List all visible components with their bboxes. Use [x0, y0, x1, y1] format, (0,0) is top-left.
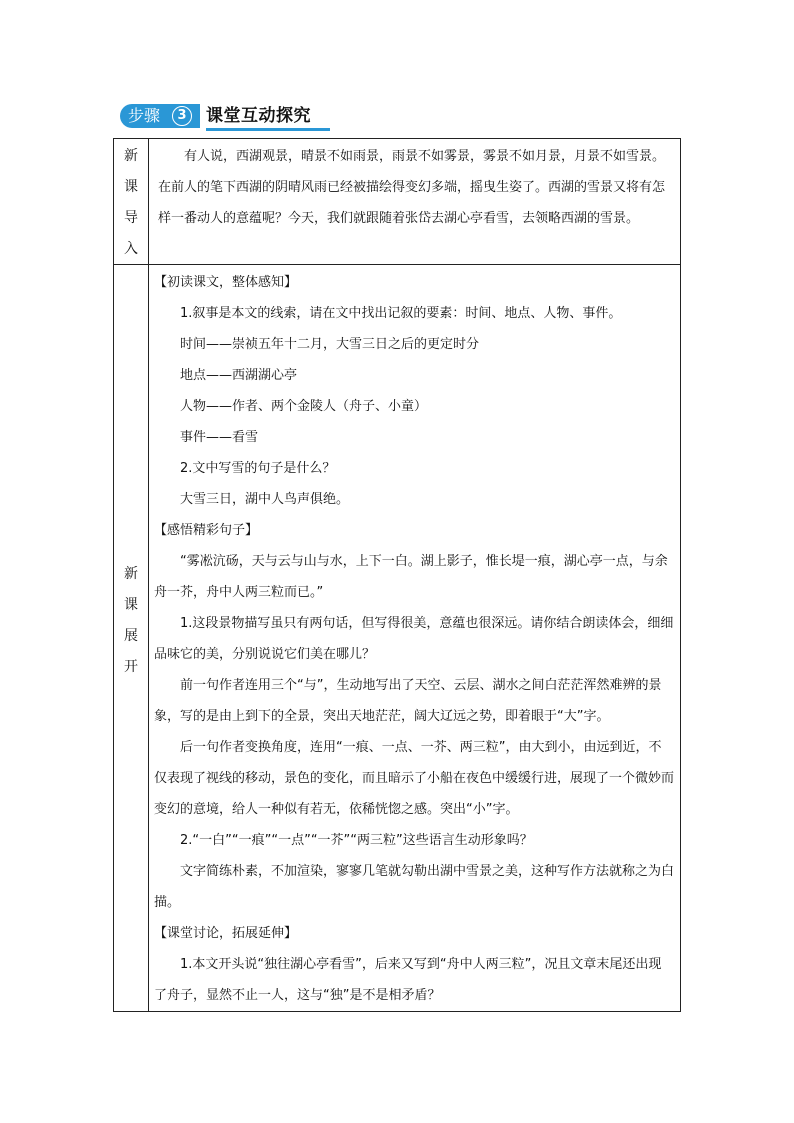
row-divider — [114, 264, 680, 265]
main-label-char: 课 — [124, 597, 138, 613]
body-paragraph: 1.叙事是本文的线索，请在文中找出记叙的要素：时间、地点、人物、事件。 — [180, 306, 622, 321]
intro-content — [158, 141, 672, 234]
intro-label-char: 新 — [124, 148, 138, 164]
body-paragraph: 2.文中写雪的句子是什么？ — [180, 461, 336, 476]
section-heading: 【课堂讨论，拓展延伸】 — [154, 926, 298, 941]
intro-label-char: 导 — [124, 210, 138, 226]
section-heading: 【初读课文，整体感知】 — [154, 275, 298, 290]
body-paragraph: 2.“一白”“一痕”“一点”“一芥”“两三粒”这些语言生动形象吗？ — [180, 833, 533, 848]
main-label-char: 新 — [124, 566, 138, 582]
main-row-label — [114, 559, 148, 683]
step-badge-word: 步骤 — [128, 106, 161, 125]
body-paragraph: 前一句作者连用三个“与”，生动地写出了天空、云层、湖水之间白茫茫浑然难辨的景象，写的是由上到下的全景，突出天地茫茫，阔大辽远之势，即着眼于“大”字。 — [154, 678, 662, 724]
main-label-char: 开 — [124, 659, 138, 675]
intro-label-char: 课 — [124, 179, 138, 195]
body-paragraph: 后一句作者变换角度，连用“一痕、一点、一芥、两三粒”，由大到小，由远到近，不仅表现了视线的移动，景色的变化，而且暗示了小船在夜色中缓缓行进，展现了一个微妙而变幻的意境，给人一种似有若无，依稀恍惚之感。突出“小”字。 — [154, 740, 675, 817]
step-header — [120, 104, 332, 128]
body-paragraph: 地点——西湖湖心亭 — [180, 368, 298, 383]
body-paragraph: “雾凇沆砀，天与云与山与水，上下一白。湖上影子，惟长堤一痕，湖心亭一点，与余舟一芥，舟中人两三粒而已。” — [154, 554, 668, 600]
lesson-table — [113, 138, 681, 1012]
body-paragraph: 文字简练朴素，不加渲染，寥寥几笔就勾勒出湖中雪景之美，这种写作方法就称之为白描。 — [154, 864, 675, 910]
step-badge — [120, 104, 200, 128]
main-label-char: 展 — [124, 628, 138, 644]
intro-row-label — [114, 141, 148, 265]
body-paragraph: 事件——看雪 — [180, 430, 259, 445]
main-content — [154, 267, 674, 1011]
body-paragraph: 人物——作者、两个金陵人（舟子、小童） — [180, 399, 428, 414]
section-title: 课堂互动探究 — [206, 106, 311, 126]
column-divider — [148, 139, 149, 1011]
intro-paragraph: 有人说，西湖观景，晴景不如雨景，雨景不如雾景，雾景不如月景，月景不如雪景。在前人的笔下西湖的阴晴风雨已经被描绘得变幻多端，摇曳生姿了。西湖的雪景又将有怎样一番动人的意蕴呢？今天，我们就跟随着张岱去湖心亭看雪，去领略西湖的雪景。 — [158, 149, 666, 226]
section-heading: 【感悟精彩句子】 — [154, 523, 259, 538]
body-paragraph: 大雪三日，湖中人鸟声俱绝。 — [180, 492, 350, 507]
intro-label-char: 入 — [124, 241, 138, 257]
body-paragraph: 时间——崇祯五年十二月，大雪三日之后的更定时分 — [180, 337, 480, 352]
body-paragraph: 1.本文开头说“独往湖心亭看雪”，后来又写到“舟中人两三粒”，况且文章末尾还出现了舟子，显然不止一人，这与“独”是不是相矛盾？ — [154, 957, 662, 1003]
body-paragraph: 1.这段景物描写虽只有两句话，但写得很美，意蕴也很深远。请你结合朗读体会，细细品味它的美，分别说说它们美在哪儿？ — [154, 616, 674, 662]
title-underline — [206, 128, 330, 131]
step-number-circle: 3 — [172, 106, 192, 126]
